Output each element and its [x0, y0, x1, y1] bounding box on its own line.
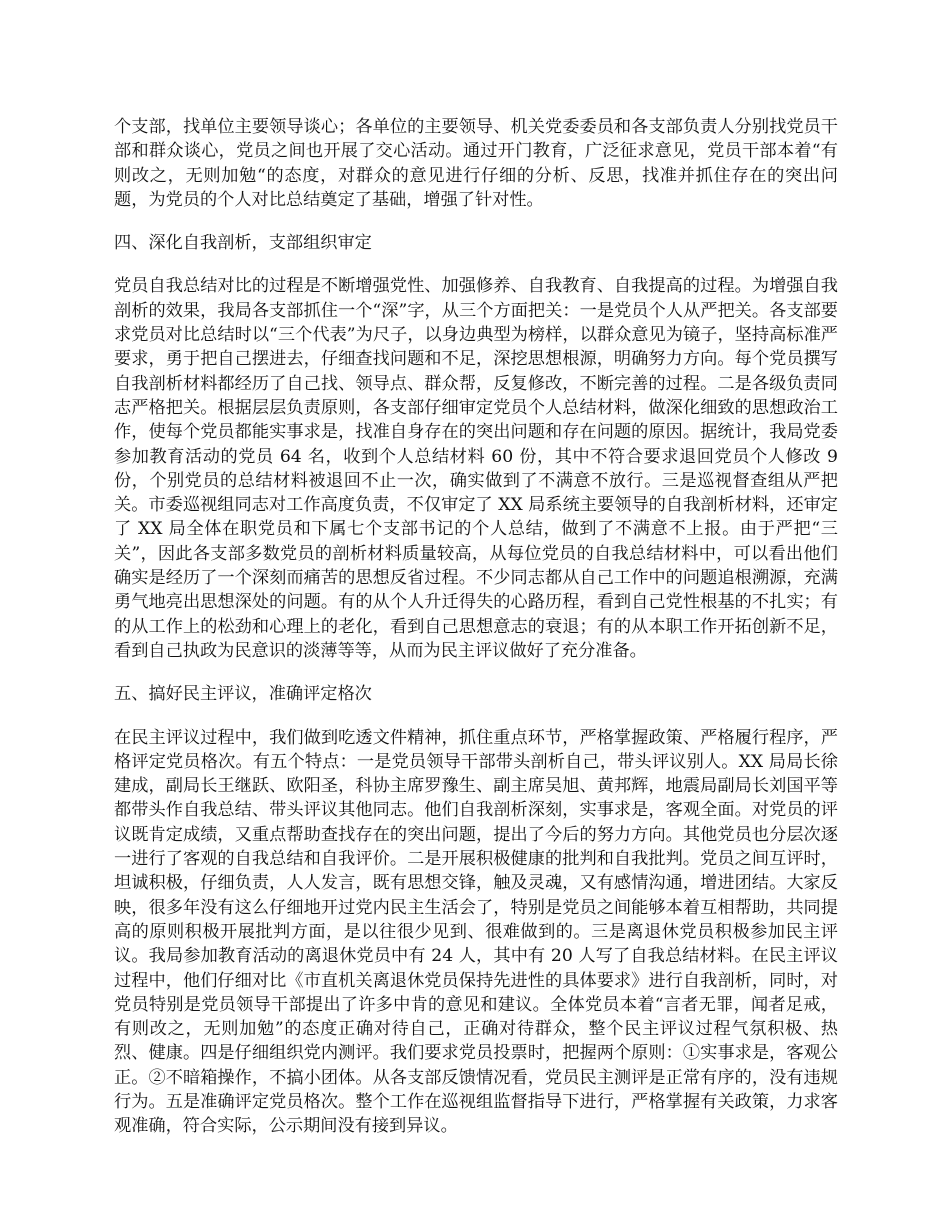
section-heading-5: 五、搞好民主评议，准确评定格次 — [114, 684, 372, 705]
body-paragraph-3: 在民主评议过程中，我们做到吃透文件精神，抓住重点环节，严格掌握政策、严格履行程序，严格评定党员格次。有五个特点：一是党员领导干部带头剖析自己，带头评议别人。XX 局局长徐建成，副局长王继跃、欧阳圣，科协主席罗豫生、副主席吴旭、黄邦辉，地震局副局长刘国平等都带头作自我总结、带头评议其他同志。他们自我剖析深刻，实事求是，客观全面。对党员的评议既肯定成绩，又重点帮助查找存在的突出问题，提出了今后的努力方向。其他党员也分层次逐一进行了客观的自我总结和自我评价。二是开展积极健康的批判和自我批判。党员之间互评时，坦诚积极，仔细负责，人人发言，既有思想交锋，触及灵魂，又有感情沟通，增进团结。大家反映，很多年没有这么仔细地开过党内民主生活会了，特别是党员之间能够本着互相帮助，共同提高的原则积极开展批判方面，是以往很少见到、很难做到的。三是离退休党员积极参加民主评议。我局参加教育活动的离退休党员中有 24 人，其中有 20 人写了自我总结材料。在民主评议过程中，他们仔细对比《市直机关离退休党员保持先进性的具体要求》进行自我剖析，同时，对党员特别是党员领导干部提出了许多中肯的意见和建议。全体党员本着“言者无罪，闻者足戒，有则改之，无则加勉”的态度正确对待自己，正确对待群众，整个民主评议过程气氛积极、热烈、健康。四是仔细组织党内测评。我们要求党员投票时，把握两个原则：①实事求是，客观公正。②不暗箱操作，不搞小团体。从各支部反馈情况看，党员民主测评是正常有序的，没有违规行为。五是准确评定党员格次。整个工作在巡视组监督指导下进行，严格掌握有关政策，力求客观准确，符合实际，公示期间没有接到异议。 — [114, 727, 838, 1137]
section-heading-4: 四、深化自我剖析，支部组织审定 — [114, 233, 372, 254]
body-paragraph-1: 个支部，找单位主要领导谈心；各单位的主要领导、机关党委委员和各支部负责人分别找党员干部和群众谈心，党员之间也开展了交心活动。通过开门教育，广泛征求意见，党员干部本着“有则改之，无则加勉“的态度，对群众的意见进行仔细的分析、反思，找准并抓住存在的突出问题，为党员的个人对比总结奠定了基础，增强了针对性。 — [114, 117, 838, 210]
document-page — [114, 115, 838, 1158]
body-paragraph-2: 党员自我总结对比的过程是不断增强党性、加强修养、自我教育、自我提高的过程。为增强自我剖析的效果，我局各支部抓住一个“深”字，从三个方面把关：一是党员个人从严把关。各支部要求党员对比总结时以“三个代表”为尺子，以身边典型为榜样，以群众意见为镜子，坚持高标准严要求，勇于把自己摆进去，仔细查找问题和不足，深挖思想根源，明确努力方向。每个党员撰写自我剖析材料都经历了自己找、领导点、群众帮，反复修改，不断完善的过程。二是各级负责同志严格把关。根据层层负责原则，各支部仔细审定党员个人总结材料，做深化细致的思想政治工作，使每个党员都能实事求是，找准自身存在的突出问题和存在问题的原因。据统计，我局党委参加教育活动的党员 64 名，收到个人总结材料 60 份，其中不符合要求退回党员个人修改 9 份，个别党员的总结材料被退回不止一次，确实做到了不满意不放行。三是巡视督查组从严把关。市委巡视组同志对工作高度负责，不仅审定了 XX 局系统主要领导的自我剖析材料，还审定了 XX 局全体在职党员和下属七个支部书记的个人总结，做到了不满意不上报。由于严把“三关”，因此各支部多数党员的剖析材料质量较高，从每位党员的自我总结材料中，可以看出他们确实是经历了一个深刻而痛苦的思想反省过程。不少同志都从自己工作中的问题追根溯源，充满勇气地亮出思想深处的问题。有的从个人升迁得失的心路历程，看到自己党性根基的不扎实；有的从工作上的松劲和心理上的老化，看到自己思想意志的衰退；有的从本职工作开拓创新不足，看到自己执政为民意识的淡薄等等，从而为民主评议做好了充分准备。 — [114, 276, 838, 661]
